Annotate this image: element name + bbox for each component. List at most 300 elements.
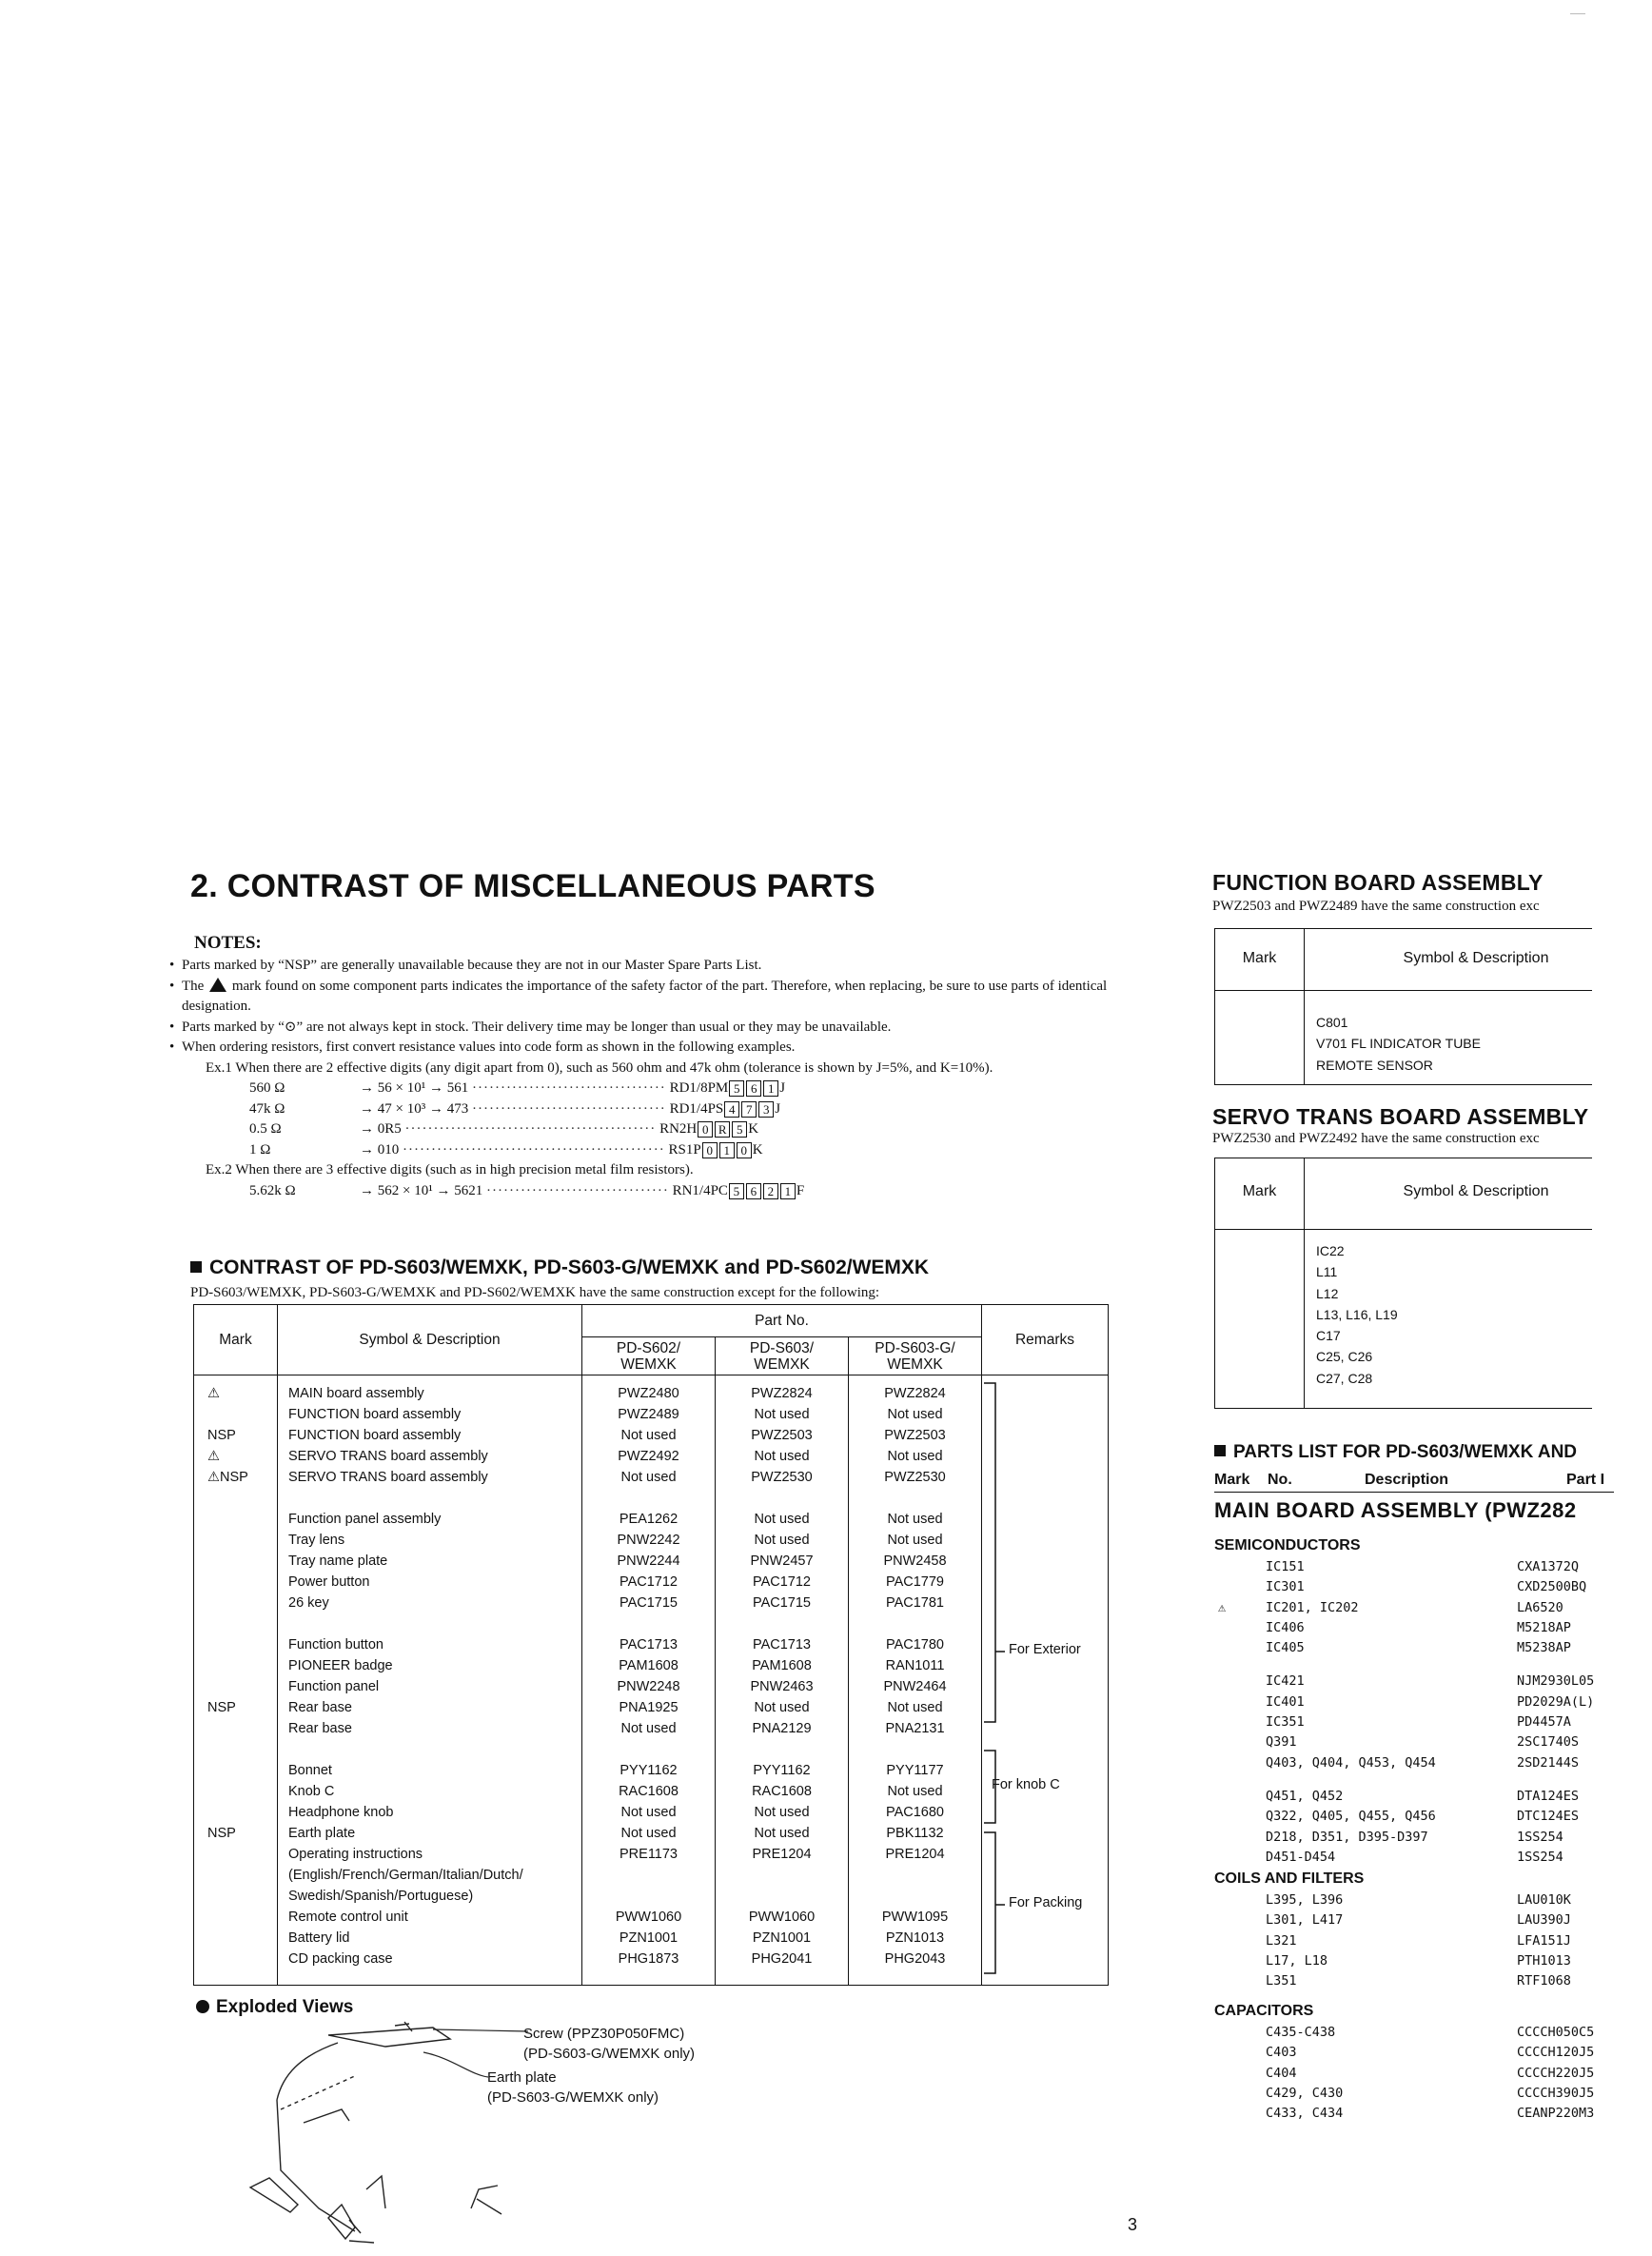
capacitors-list bbox=[1214, 2023, 1614, 2124]
row-description: Function panel assembly bbox=[288, 1512, 442, 1527]
col-partno-header: Part No. bbox=[582, 1305, 982, 1337]
scan-corner-mark bbox=[1570, 13, 1585, 14]
parts-row bbox=[1214, 1692, 1614, 1712]
code-digit-box: 2 bbox=[763, 1183, 778, 1199]
row-pd-s603g: PWZ2530 bbox=[884, 1470, 946, 1485]
parts-symbol: IC151 bbox=[1266, 1559, 1305, 1574]
parts-number: CCCCH220J5 bbox=[1517, 2065, 1595, 2081]
row-pd-s603: PWZ2530 bbox=[751, 1470, 813, 1485]
parts-symbol: C404 bbox=[1266, 2065, 1297, 2081]
function-board-subheading: PWZ2503 and PWZ2489 have the same construction exc bbox=[1212, 899, 1540, 914]
row-pd-s603g: Not used bbox=[887, 1407, 943, 1422]
semiconductors-list bbox=[1214, 1557, 1614, 1868]
row-pd-s603: PAC1715 bbox=[753, 1595, 811, 1611]
row-pd-s602: RAC1608 bbox=[619, 1784, 678, 1799]
pd-s603g-column bbox=[849, 1375, 982, 1986]
code-digit-box: 6 bbox=[746, 1080, 761, 1097]
row-pd-s602: PWZ2492 bbox=[618, 1449, 679, 1464]
row-pd-s603: PNA2129 bbox=[752, 1721, 812, 1736]
parts-number: 1SS254 bbox=[1517, 1829, 1564, 1845]
parts-number: CEANP220M3 bbox=[1517, 2106, 1595, 2122]
code-resistance: 0.5 Ω bbox=[249, 1121, 282, 1137]
row-pd-s603: Not used bbox=[754, 1407, 810, 1422]
row-pd-s603g: PWZ2503 bbox=[884, 1428, 946, 1443]
row-pd-s602: PAC1713 bbox=[620, 1637, 678, 1652]
col-remarks-header: Remarks bbox=[982, 1305, 1109, 1375]
group-spacer bbox=[849, 1488, 981, 1509]
remark-exterior: For Exterior bbox=[1009, 1642, 1081, 1657]
servo-mark-header: Mark bbox=[1242, 1183, 1277, 1199]
row-mark bbox=[207, 1593, 277, 1613]
row-pd-s603 bbox=[716, 1865, 848, 1886]
code-examples bbox=[169, 1079, 1131, 1160]
row-mark: NSP bbox=[207, 1826, 236, 1841]
servo-board-item: C25, C26 bbox=[1316, 1349, 1373, 1365]
row-description: Earth plate bbox=[288, 1826, 356, 1841]
row-mark bbox=[207, 1551, 277, 1572]
circle-dot-icon: ⊙ bbox=[284, 1019, 297, 1035]
row-description: FUNCTION board assembly bbox=[288, 1407, 462, 1422]
code-prefix: RN1/4PC bbox=[672, 1182, 728, 1198]
remark-knob-c: For knob C bbox=[992, 1777, 1060, 1792]
list-spacer bbox=[1214, 1658, 1614, 1672]
row-pd-s603g: PNA2131 bbox=[885, 1721, 945, 1736]
parts-symbol: IC351 bbox=[1266, 1714, 1305, 1731]
parts-row bbox=[1214, 2084, 1614, 2104]
code-digit-box: 1 bbox=[780, 1183, 796, 1199]
parts-row bbox=[1214, 2043, 1614, 2063]
code-suffix: K bbox=[752, 1141, 763, 1158]
code-prefix: RS1P bbox=[668, 1141, 701, 1158]
row-pd-s602: Not used bbox=[620, 1470, 677, 1485]
code-suffix: K bbox=[748, 1121, 759, 1137]
row-description: (English/French/German/Italian/Dutch/ bbox=[288, 1868, 523, 1883]
row-pd-s602: PNA1925 bbox=[619, 1700, 678, 1715]
row-pd-s602: Not used bbox=[620, 1428, 677, 1443]
main-board-heading: MAIN BOARD ASSEMBLY (PWZ282 bbox=[1214, 1498, 1577, 1522]
row-pd-s603g: PAC1781 bbox=[886, 1595, 944, 1611]
code-row bbox=[169, 1119, 1131, 1140]
parts-number: DTA124ES bbox=[1517, 1788, 1580, 1804]
function-mark-header: Mark bbox=[1242, 950, 1277, 966]
row-mark bbox=[207, 1760, 277, 1781]
row-pd-s603: PHG2041 bbox=[751, 1951, 813, 1967]
col-pd-s603-header: PD-S603/ WEMXK bbox=[716, 1337, 849, 1375]
contrast-heading: CONTRAST OF PD-S603/WEMXK, PD-S603-G/WEMXK and PD-S602/WEMXK bbox=[190, 1257, 929, 1279]
pd-s602-column bbox=[582, 1375, 716, 1986]
row-pd-s603g: PNW2464 bbox=[883, 1679, 947, 1694]
parts-row bbox=[1214, 1971, 1614, 1991]
parts-number: LAU010K bbox=[1517, 1892, 1571, 1908]
parts-number: PD4457A bbox=[1517, 1714, 1571, 1731]
parts-row bbox=[1214, 1807, 1614, 1827]
parts-symbol: Q391 bbox=[1266, 1734, 1297, 1751]
col-pd-s603g-header: PD-S603-G/ WEMXK bbox=[849, 1337, 982, 1375]
row-pd-s602: PEA1262 bbox=[619, 1512, 678, 1527]
code-leader: ·································· bbox=[471, 1100, 666, 1117]
row-description: Battery lid bbox=[288, 1930, 350, 1946]
parts-symbol: L17, L18 bbox=[1266, 1952, 1328, 1969]
code-leader: ············································ bbox=[404, 1121, 657, 1137]
code-leader: ·············································· bbox=[403, 1141, 665, 1158]
row-pd-s603: PAC1713 bbox=[753, 1637, 811, 1652]
bullet-dot-icon bbox=[196, 2000, 209, 2013]
coils-list bbox=[1214, 1890, 1614, 1991]
col-desc-header: Symbol & Description bbox=[278, 1305, 582, 1375]
parts-row bbox=[1214, 2064, 1614, 2084]
code-prefix: RD1/8PM bbox=[669, 1080, 729, 1096]
row-pd-s602: PNW2244 bbox=[617, 1553, 680, 1569]
group-spacer bbox=[582, 1739, 715, 1760]
code-digit-box: 6 bbox=[746, 1183, 761, 1199]
code-example-ex2 bbox=[169, 1181, 1131, 1202]
notes-block bbox=[169, 956, 1131, 1201]
function-board-item: V701 FL INDICATOR TUBE bbox=[1316, 1036, 1481, 1052]
row-pd-s603g bbox=[849, 1886, 981, 1907]
group-spacer bbox=[849, 1375, 981, 1383]
code-digit-box: 7 bbox=[741, 1101, 757, 1118]
row-pd-s603: PNW2463 bbox=[750, 1679, 814, 1694]
code-digit-box: 0 bbox=[698, 1121, 713, 1138]
exploded-views-heading: Exploded Views bbox=[196, 1997, 353, 2018]
row-pd-s602: Not used bbox=[620, 1721, 677, 1736]
row-pd-s603: PWW1060 bbox=[748, 1910, 816, 1925]
parts-row bbox=[1214, 1712, 1614, 1732]
row-pd-s602 bbox=[582, 1886, 715, 1907]
code-digit-box: 0 bbox=[702, 1142, 718, 1158]
servo-board-item: C17 bbox=[1316, 1328, 1341, 1344]
square-bullet-icon bbox=[190, 1261, 202, 1273]
remarks-brackets bbox=[982, 1375, 1108, 1985]
parts-row bbox=[1214, 1787, 1614, 1807]
note-resistors: • When ordering resistors, first convert resistance values into code form as shown in the following examples. bbox=[169, 1038, 1131, 1059]
square-bullet-icon bbox=[1214, 1445, 1226, 1456]
row-mark bbox=[207, 1802, 277, 1823]
row-mark bbox=[207, 1509, 277, 1530]
row-pd-s603g: Not used bbox=[887, 1449, 943, 1464]
row-description: Rear base bbox=[288, 1700, 352, 1715]
parts-symbol: L301, L417 bbox=[1266, 1912, 1344, 1929]
row-description: PIONEER badge bbox=[288, 1658, 393, 1673]
row-mark: ⚠NSP bbox=[207, 1470, 248, 1485]
code-row bbox=[169, 1099, 1131, 1120]
row-description: Remote control unit bbox=[288, 1910, 408, 1925]
row-pd-s602: PNW2248 bbox=[617, 1679, 680, 1694]
description-column bbox=[278, 1375, 582, 1986]
row-description: SERVO TRANS board assembly bbox=[288, 1449, 488, 1464]
parts-symbol: Q451, Q452 bbox=[1266, 1788, 1344, 1804]
parts-number: M5218AP bbox=[1517, 1619, 1571, 1635]
row-mark: ⚠ bbox=[207, 1386, 220, 1401]
row-description: Operating instructions bbox=[288, 1847, 423, 1862]
row-pd-s603g: PWZ2824 bbox=[884, 1386, 946, 1401]
row-mark: ⚠ bbox=[207, 1449, 220, 1464]
row-pd-s603g: Not used bbox=[887, 1512, 943, 1527]
contrast-subheading: PD-S603/WEMXK, PD-S603-G/WEMXK and PD-S602/WEMXK have the same construction except for the following: bbox=[190, 1285, 880, 1300]
code-digit-box: 3 bbox=[758, 1101, 774, 1118]
row-mark bbox=[207, 1949, 277, 1969]
code-digit-box: 5 bbox=[732, 1121, 747, 1138]
parts-row bbox=[1214, 1931, 1614, 1951]
row-pd-s603g: PAC1780 bbox=[886, 1637, 944, 1652]
row-pd-s603: Not used bbox=[754, 1449, 810, 1464]
parts-number: DTC124ES bbox=[1517, 1809, 1580, 1825]
parts-number: 1SS254 bbox=[1517, 1849, 1564, 1865]
parts-number: M5238AP bbox=[1517, 1640, 1571, 1656]
row-pd-s603g: PWW1095 bbox=[881, 1910, 949, 1925]
row-description: Headphone knob bbox=[288, 1805, 394, 1820]
row-pd-s602: PAM1608 bbox=[619, 1658, 678, 1673]
code-digit-box: 5 bbox=[729, 1080, 744, 1097]
parts-symbol: C429, C430 bbox=[1266, 2085, 1344, 2101]
code-resistance: 560 Ω bbox=[249, 1080, 285, 1096]
parts-number: LA6520 bbox=[1517, 1599, 1564, 1615]
row-mark bbox=[207, 1886, 277, 1907]
group-spacer bbox=[207, 1488, 277, 1509]
parts-number: CCCCH390J5 bbox=[1517, 2085, 1595, 2101]
pd-s603-column bbox=[716, 1375, 849, 1986]
row-description: Function panel bbox=[288, 1679, 380, 1694]
code-digit-box: 4 bbox=[724, 1101, 739, 1118]
parts-symbol: L321 bbox=[1266, 1932, 1297, 1949]
row-description: Tray lens bbox=[288, 1533, 345, 1548]
parts-row bbox=[1214, 1732, 1614, 1752]
notes-title: NOTES: bbox=[194, 933, 262, 953]
row-description: 26 key bbox=[288, 1595, 329, 1611]
function-board-heading: FUNCTION BOARD ASSEMBLY bbox=[1212, 870, 1544, 895]
parts-number: PD2029A(L) bbox=[1517, 1693, 1595, 1710]
row-description: Swedish/Spanish/Portuguese) bbox=[288, 1889, 474, 1904]
code-leader: ·································· bbox=[471, 1080, 666, 1096]
servo-board-item: L13, L16, L19 bbox=[1316, 1306, 1398, 1322]
row-pd-s603: PWZ2503 bbox=[751, 1428, 813, 1443]
parts-row bbox=[1214, 1598, 1614, 1618]
row-mark bbox=[207, 1404, 277, 1425]
row-pd-s602: PWZ2489 bbox=[618, 1407, 679, 1422]
parts-list-heading: PARTS LIST FOR PD-S603/WEMXK AND bbox=[1214, 1442, 1577, 1463]
row-pd-s603: Not used bbox=[754, 1512, 810, 1527]
row-mark bbox=[207, 1634, 277, 1655]
servo-board-items bbox=[1316, 1240, 1398, 1389]
parts-row bbox=[1214, 1828, 1614, 1848]
parts-number: 2SC1740S bbox=[1517, 1734, 1580, 1751]
row-description: Power button bbox=[288, 1574, 370, 1590]
list-spacer bbox=[1214, 1773, 1614, 1787]
callout-screw: Screw (PPZ30P050FMC) (PD-S603-G/WEMXK only) bbox=[523, 2026, 696, 2062]
group-spacer bbox=[288, 1375, 581, 1383]
row-mark bbox=[207, 1781, 277, 1802]
code-conversion: → 010 bbox=[360, 1141, 400, 1158]
row-pd-s603: RAC1608 bbox=[752, 1784, 812, 1799]
row-pd-s602: PRE1173 bbox=[620, 1847, 678, 1862]
parts-row bbox=[1214, 1577, 1614, 1597]
section-title: 2. CONTRAST OF MISCELLANEOUS PARTS bbox=[190, 868, 875, 904]
row-pd-s603g: PNW2458 bbox=[883, 1553, 947, 1569]
row-pd-s603g: PAC1680 bbox=[886, 1805, 944, 1820]
parts-number: CXA1372Q bbox=[1517, 1559, 1580, 1574]
function-desc-header: Symbol & Description bbox=[1403, 950, 1549, 966]
servo-board-table bbox=[1214, 1158, 1592, 1409]
parts-number: CCCCH120J5 bbox=[1517, 2045, 1595, 2061]
row-pd-s603: Not used bbox=[754, 1826, 810, 1841]
code-resistance: 47k Ω bbox=[249, 1100, 285, 1117]
code-digit-box: R bbox=[715, 1121, 730, 1138]
parts-symbol: Q322, Q405, Q455, Q456 bbox=[1266, 1809, 1436, 1825]
code-resistance: 5.62k Ω bbox=[249, 1182, 296, 1198]
page-number: 3 bbox=[1128, 2215, 1138, 2234]
row-description: MAIN board assembly bbox=[288, 1386, 424, 1401]
row-pd-s603g: PZN1013 bbox=[885, 1930, 945, 1946]
parts-number: NJM2930L05 bbox=[1517, 1673, 1595, 1690]
row-description: Rear base bbox=[288, 1721, 352, 1736]
row-pd-s603g: PBK1132 bbox=[886, 1826, 944, 1841]
parts-number: RTF1068 bbox=[1517, 1973, 1571, 1989]
parts-symbol: IC406 bbox=[1266, 1619, 1305, 1635]
row-pd-s603: Not used bbox=[754, 1533, 810, 1548]
row-pd-s602: PAC1715 bbox=[620, 1595, 678, 1611]
warning-triangle-icon bbox=[209, 978, 226, 992]
example-1: Ex.1 When there are 2 effective digits (any digit apart from 0), such as 560 ohm and 47k ohm (tolerance is shown by J=5%, and K=10%). bbox=[206, 1059, 993, 1076]
group-spacer bbox=[582, 1375, 715, 1383]
code-resistance: 1 Ω bbox=[249, 1141, 271, 1158]
row-mark bbox=[207, 1530, 277, 1551]
parts-row bbox=[1214, 1638, 1614, 1658]
parts-symbol: D451-D454 bbox=[1266, 1849, 1336, 1865]
row-description: Function button bbox=[288, 1637, 384, 1652]
semiconductors-title: SEMICONDUCTORS bbox=[1214, 1537, 1361, 1553]
row-pd-s602: PZN1001 bbox=[619, 1930, 678, 1946]
group-spacer bbox=[288, 1739, 581, 1760]
servo-board-heading: SERVO TRANS BOARD ASSEMBLY bbox=[1212, 1104, 1589, 1129]
parts-symbol: Q403, Q404, Q453, Q454 bbox=[1266, 1754, 1436, 1771]
parts-row bbox=[1214, 1890, 1614, 1910]
servo-board-item: L11 bbox=[1316, 1264, 1338, 1280]
parts-number: LFA151J bbox=[1517, 1932, 1571, 1949]
row-pd-s603: PRE1204 bbox=[752, 1847, 812, 1862]
row-mark bbox=[207, 1907, 277, 1928]
row-mark: NSP bbox=[207, 1428, 236, 1443]
capacitors-title: CAPACITORS bbox=[1214, 2003, 1314, 2019]
row-pd-s603g: PAC1779 bbox=[886, 1574, 944, 1590]
code-row bbox=[169, 1140, 1131, 1161]
servo-board-item: L12 bbox=[1316, 1285, 1339, 1301]
row-pd-s602: Not used bbox=[620, 1826, 677, 1841]
parts-list-columns bbox=[1214, 1472, 1652, 1491]
row-pd-s603: PNW2457 bbox=[750, 1553, 814, 1569]
group-spacer bbox=[207, 1375, 277, 1383]
parts-number: CCCCH050C5 bbox=[1517, 2025, 1595, 2040]
group-spacer bbox=[288, 1613, 581, 1634]
row-description: Bonnet bbox=[288, 1763, 332, 1778]
row-pd-s602: PAC1712 bbox=[620, 1574, 678, 1590]
code-conversion: → 56 × 10¹ → 561 bbox=[360, 1080, 469, 1096]
contrast-table bbox=[193, 1304, 1109, 1986]
row-pd-s603: PWZ2824 bbox=[751, 1386, 813, 1401]
parts-number: 2SD2144S bbox=[1517, 1754, 1580, 1771]
row-pd-s603g bbox=[849, 1865, 981, 1886]
row-pd-s603g: PHG2043 bbox=[884, 1951, 946, 1967]
parts-col-mark: Mark bbox=[1214, 1472, 1250, 1488]
parts-number: LAU390J bbox=[1517, 1912, 1571, 1929]
code-conversion: → 562 × 10¹ → 5621 bbox=[360, 1182, 483, 1198]
row-description: Knob C bbox=[288, 1784, 335, 1799]
note-nsp: • Parts marked by “NSP” are generally unavailable because they are not in our Master Spare Parts List. bbox=[169, 956, 1131, 977]
row-description: CD packing case bbox=[288, 1951, 393, 1967]
row-pd-s602: PWZ2480 bbox=[618, 1386, 679, 1401]
servo-board-item: IC22 bbox=[1316, 1243, 1345, 1258]
row-mark bbox=[207, 1844, 277, 1865]
row-pd-s602 bbox=[582, 1865, 715, 1886]
code-conversion: → 0R5 bbox=[360, 1121, 402, 1137]
callout-earth-plate: Earth plate (PD-S603-G/WEMXK only) bbox=[487, 2069, 659, 2106]
parts-symbol: IC201, IC202 bbox=[1266, 1599, 1359, 1615]
row-mark bbox=[207, 1676, 277, 1697]
row-pd-s602: PHG1873 bbox=[618, 1951, 679, 1967]
row-pd-s603: Not used bbox=[754, 1700, 810, 1715]
mark-column bbox=[194, 1375, 278, 1986]
col-mark-header: Mark bbox=[194, 1305, 278, 1375]
row-description: FUNCTION board assembly bbox=[288, 1428, 462, 1443]
row-pd-s603: PYY1162 bbox=[753, 1763, 811, 1778]
row-mark bbox=[207, 1928, 277, 1949]
function-board-items bbox=[1316, 1012, 1481, 1076]
parts-symbol: D218, D351, D395-D397 bbox=[1266, 1829, 1428, 1845]
parts-row bbox=[1214, 1753, 1614, 1773]
code-row bbox=[169, 1079, 1131, 1099]
row-pd-s603g: Not used bbox=[887, 1784, 943, 1799]
parts-symbol: IC301 bbox=[1266, 1579, 1305, 1595]
parts-symbol: L395, L396 bbox=[1266, 1892, 1344, 1908]
remarks-column bbox=[982, 1375, 1109, 1986]
group-spacer bbox=[849, 1613, 981, 1634]
parts-list-rule bbox=[1214, 1492, 1614, 1493]
row-pd-s603g: PYY1177 bbox=[886, 1763, 944, 1778]
group-spacer bbox=[582, 1613, 715, 1634]
row-pd-s603g: PRE1204 bbox=[885, 1847, 945, 1862]
row-mark bbox=[207, 1865, 277, 1886]
parts-row bbox=[1214, 1672, 1614, 1692]
code-digit-box: 1 bbox=[763, 1080, 778, 1097]
row-pd-s602: PWW1060 bbox=[615, 1910, 682, 1925]
parts-col-part: Part I bbox=[1566, 1472, 1605, 1488]
servo-desc-header: Symbol & Description bbox=[1403, 1183, 1549, 1199]
group-spacer bbox=[716, 1488, 848, 1509]
parts-row bbox=[1214, 2023, 1614, 2043]
parts-symbol: IC401 bbox=[1266, 1693, 1305, 1710]
row-pd-s603: Not used bbox=[754, 1805, 810, 1820]
row-description: SERVO TRANS board assembly bbox=[288, 1470, 488, 1485]
code-digit-box: 5 bbox=[729, 1183, 744, 1199]
row-mark: NSP bbox=[207, 1700, 236, 1715]
row-pd-s603g: Not used bbox=[887, 1700, 943, 1715]
remark-packing: For Packing bbox=[1009, 1895, 1083, 1910]
row-pd-s603g: RAN1011 bbox=[885, 1658, 945, 1673]
group-spacer bbox=[716, 1739, 848, 1760]
parts-symbol: IC421 bbox=[1266, 1673, 1305, 1690]
note-stock: • Parts marked by “⊙” are not always kept in stock. Their delivery time may be longer than usual or they may be unavailable. bbox=[169, 1018, 1131, 1039]
parts-symbol: C435-C438 bbox=[1266, 2025, 1336, 2040]
row-mark bbox=[207, 1572, 277, 1593]
parts-col-description: Description bbox=[1365, 1472, 1449, 1488]
parts-number: CXD2500BQ bbox=[1517, 1579, 1587, 1595]
row-pd-s602: PYY1162 bbox=[620, 1763, 678, 1778]
note-safety: • The ! mark found on some component parts indicates the importance of the safety factor of the part. Therefore, when replacing, be sure to use parts of identical designation. bbox=[169, 977, 1131, 1018]
row-pd-s603: PAM1608 bbox=[752, 1658, 812, 1673]
row-pd-s603: PAC1712 bbox=[753, 1574, 811, 1590]
code-suffix: F bbox=[796, 1182, 805, 1198]
row-pd-s602: PNW2242 bbox=[617, 1533, 680, 1548]
code-suffix: J bbox=[775, 1100, 781, 1117]
